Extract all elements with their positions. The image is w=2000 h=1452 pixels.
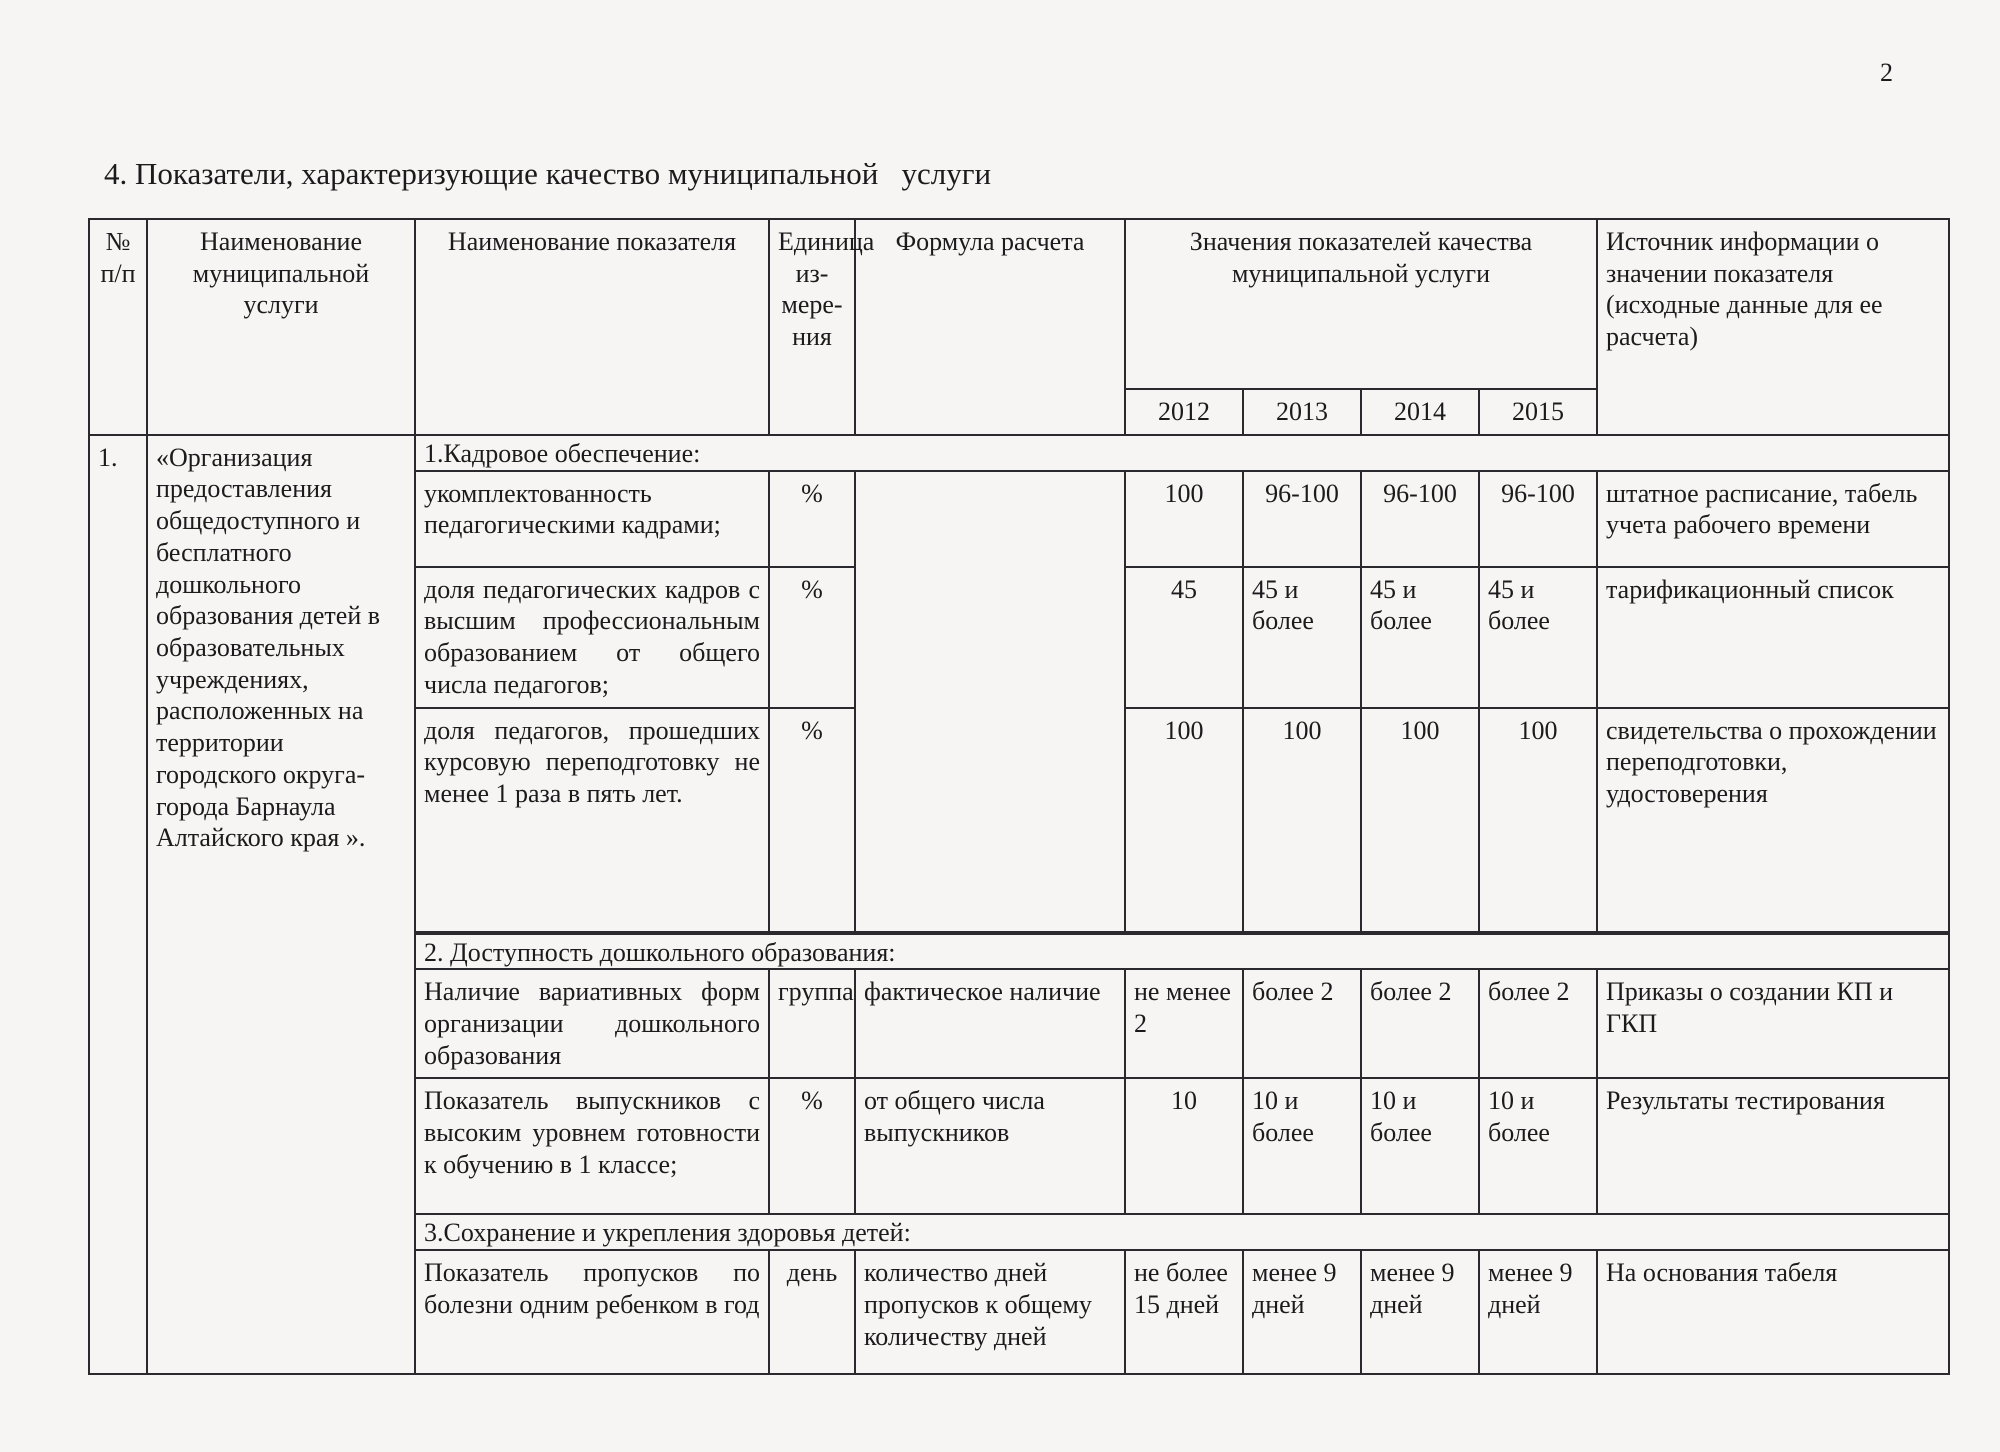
- indicator-cell: Наличие вариативных форм организации дошкольного образования: [415, 969, 769, 1078]
- value-cell: 96-100: [1361, 471, 1479, 567]
- service-name-cont: [147, 934, 415, 1215]
- service-name: «Организация предоставления общедоступного и бесплатного дошкольного образования детей в образовательных учреждениях, расположенных на территории городского округа-города Барнаула Алтайского края ».: [147, 435, 415, 934]
- value-cell: 96-100: [1479, 471, 1597, 567]
- value-cell: 100: [1125, 708, 1243, 932]
- section-title: 2. Доступность дошкольного образования:: [415, 934, 1949, 970]
- formula-cell: от общего числа выпускников: [855, 1078, 1125, 1214]
- value-cell: 100: [1243, 708, 1361, 932]
- formula-cell: фактическое наличие: [855, 969, 1125, 1078]
- value-cell: не более 15 дней: [1125, 1250, 1243, 1374]
- header-indicator-name: Наименование показателя: [415, 219, 769, 435]
- section-title-row: [89, 1214, 1949, 1250]
- value-cell: 45 и более: [1361, 567, 1479, 708]
- value-cell: менее 9 дней: [1243, 1250, 1361, 1374]
- value-cell: 100: [1125, 471, 1243, 567]
- row-number-cont: [89, 934, 147, 1215]
- value-cell: не менее 2: [1125, 969, 1243, 1078]
- indicator-cell: Показатель пропусков по болезни одним ребенком в год: [415, 1250, 769, 1374]
- unit-cell: %: [769, 1078, 855, 1214]
- row-number: 1.: [89, 435, 147, 934]
- section-title: 3.Сохранение и укрепления здоровья детей:: [415, 1214, 1949, 1250]
- indicator-cell: Показатель выпускников с высоким уровнем готовности к обучению в 1 классе;: [415, 1078, 769, 1214]
- value-cell: 96-100: [1243, 471, 1361, 567]
- value-cell: 100: [1361, 708, 1479, 932]
- indicator-cell: доля педагогов, прошедших курсовую переподготовку не менее 1 раза в пять лет.: [415, 708, 769, 932]
- section-title-row: [89, 435, 1949, 471]
- header-num: № п/п: [89, 219, 147, 435]
- source-cell: тарификационный список: [1597, 567, 1949, 708]
- unit-cell: день: [769, 1250, 855, 1374]
- formula-cell: [855, 471, 1125, 932]
- header-source: Источник информации о значении показателя (исходные данные для ее расчета): [1597, 219, 1949, 435]
- source-cell: свидетельства о прохождении переподготовки, удостоверения: [1597, 708, 1949, 932]
- unit-cell: %: [769, 471, 855, 567]
- value-cell: 10 и более: [1479, 1078, 1597, 1214]
- service-name-cont: [147, 1214, 415, 1374]
- header-year: 2012: [1125, 389, 1243, 435]
- table-header-row: [89, 219, 1949, 389]
- indicator-cell: доля педагогических кадров с высшим профессиональным образованием от общего числа педагогов;: [415, 567, 769, 708]
- value-cell: менее 9 дней: [1361, 1250, 1479, 1374]
- value-cell: более 2: [1243, 969, 1361, 1078]
- value-cell: более 2: [1361, 969, 1479, 1078]
- value-cell: 45 и более: [1243, 567, 1361, 708]
- header-year: 2014: [1361, 389, 1479, 435]
- value-cell: 10: [1125, 1078, 1243, 1214]
- indicator-cell: укомплектованность педагогическими кадрами;: [415, 471, 769, 567]
- source-cell: Приказы о создании КП и ГКП: [1597, 969, 1949, 1078]
- unit-cell: %: [769, 708, 855, 932]
- unit-cell: группа: [769, 969, 855, 1078]
- section-heading: 4. Показатели, характеризующие качество муниципальной услуги: [104, 156, 992, 191]
- row-number-cont: [89, 1214, 147, 1374]
- value-cell: 100: [1479, 708, 1597, 932]
- page-number: 2: [1880, 58, 1893, 87]
- source-cell: штатное расписание, табель учета рабочего времени: [1597, 471, 1949, 567]
- value-cell: 10 и более: [1243, 1078, 1361, 1214]
- formula-cell: количество дней пропусков к общему количеству дней: [855, 1250, 1125, 1374]
- value-cell: 45: [1125, 567, 1243, 708]
- value-cell: более 2: [1479, 969, 1597, 1078]
- unit-cell: %: [769, 567, 855, 708]
- value-cell: 10 и более: [1361, 1078, 1479, 1214]
- header-year: 2013: [1243, 389, 1361, 435]
- section-title: 1.Кадровое обеспечение:: [415, 435, 1949, 471]
- source-cell: Результаты тестирования: [1597, 1078, 1949, 1214]
- source-cell: На основания табеля: [1597, 1250, 1949, 1374]
- quality-indicators-table: [88, 218, 1950, 1375]
- value-cell: менее 9 дней: [1479, 1250, 1597, 1374]
- header-year: 2015: [1479, 389, 1597, 435]
- header-formula: Формула расчета: [855, 219, 1125, 435]
- value-cell: 45 и более: [1479, 567, 1597, 708]
- header-values-group: Значения показателей качества муниципальной услуги: [1125, 219, 1597, 389]
- header-unit: Единица из-мере-ния: [769, 219, 855, 435]
- section-title-row: [89, 934, 1949, 970]
- header-service-name: Наименование муниципальной услуги: [147, 219, 415, 435]
